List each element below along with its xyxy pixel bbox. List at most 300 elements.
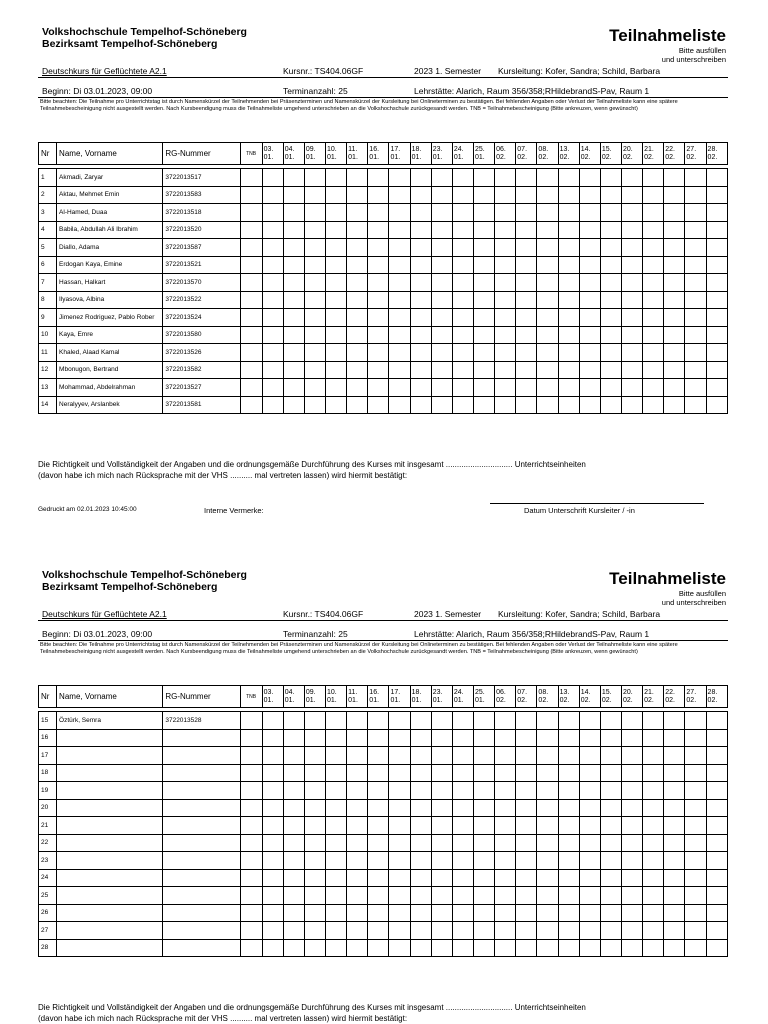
attendance-cell[interactable]: [685, 344, 706, 362]
attendance-cell[interactable]: [516, 256, 537, 274]
attendance-cell[interactable]: [368, 344, 389, 362]
attendance-cell[interactable]: [643, 169, 664, 187]
attendance-cell[interactable]: [664, 256, 685, 274]
attendance-cell[interactable]: [685, 904, 706, 922]
attendance-cell[interactable]: [326, 904, 347, 922]
attendance-cell[interactable]: [537, 834, 558, 852]
attendance-cell[interactable]: [621, 361, 642, 379]
attendance-cell[interactable]: [262, 204, 283, 222]
attendance-cell[interactable]: [685, 186, 706, 204]
attendance-cell[interactable]: [537, 939, 558, 957]
attendance-cell[interactable]: [431, 729, 452, 747]
attendance-cell[interactable]: [452, 729, 473, 747]
attendance-cell[interactable]: [516, 887, 537, 905]
attendance-cell[interactable]: [495, 326, 516, 344]
attendance-cell[interactable]: [558, 326, 579, 344]
attendance-cell[interactable]: [495, 782, 516, 800]
tnb-checkbox-cell[interactable]: [240, 712, 262, 730]
attendance-cell[interactable]: [368, 291, 389, 309]
attendance-cell[interactable]: [474, 712, 495, 730]
attendance-cell[interactable]: [262, 747, 283, 765]
attendance-cell[interactable]: [347, 361, 368, 379]
attendance-cell[interactable]: [495, 169, 516, 187]
attendance-cell[interactable]: [283, 379, 304, 397]
attendance-cell[interactable]: [410, 239, 431, 257]
attendance-cell[interactable]: [389, 361, 410, 379]
attendance-cell[interactable]: [410, 186, 431, 204]
attendance-cell[interactable]: [262, 379, 283, 397]
attendance-cell[interactable]: [283, 309, 304, 327]
attendance-cell[interactable]: [431, 852, 452, 870]
attendance-cell[interactable]: [347, 712, 368, 730]
attendance-cell[interactable]: [452, 764, 473, 782]
attendance-cell[interactable]: [326, 309, 347, 327]
attendance-cell[interactable]: [474, 782, 495, 800]
attendance-cell[interactable]: [579, 799, 600, 817]
attendance-cell[interactable]: [558, 852, 579, 870]
attendance-cell[interactable]: [558, 834, 579, 852]
attendance-cell[interactable]: [685, 887, 706, 905]
attendance-cell[interactable]: [431, 712, 452, 730]
attendance-cell[interactable]: [537, 712, 558, 730]
attendance-cell[interactable]: [326, 379, 347, 397]
attendance-cell[interactable]: [283, 817, 304, 835]
attendance-cell[interactable]: [452, 712, 473, 730]
attendance-cell[interactable]: [326, 396, 347, 414]
attendance-cell[interactable]: [558, 186, 579, 204]
attendance-cell[interactable]: [283, 291, 304, 309]
attendance-cell[interactable]: [304, 834, 325, 852]
attendance-cell[interactable]: [664, 326, 685, 344]
tnb-checkbox-cell[interactable]: [240, 782, 262, 800]
attendance-cell[interactable]: [516, 799, 537, 817]
attendance-cell[interactable]: [643, 186, 664, 204]
attendance-cell[interactable]: [579, 239, 600, 257]
attendance-cell[interactable]: [516, 729, 537, 747]
attendance-cell[interactable]: [389, 817, 410, 835]
attendance-cell[interactable]: [326, 256, 347, 274]
attendance-cell[interactable]: [495, 764, 516, 782]
attendance-cell[interactable]: [706, 904, 727, 922]
attendance-cell[interactable]: [516, 922, 537, 940]
attendance-cell[interactable]: [621, 869, 642, 887]
attendance-cell[interactable]: [304, 764, 325, 782]
attendance-cell[interactable]: [706, 326, 727, 344]
attendance-cell[interactable]: [516, 852, 537, 870]
attendance-cell[interactable]: [643, 834, 664, 852]
attendance-cell[interactable]: [474, 326, 495, 344]
tnb-checkbox-cell[interactable]: [240, 221, 262, 239]
attendance-cell[interactable]: [474, 939, 495, 957]
attendance-cell[interactable]: [706, 799, 727, 817]
attendance-cell[interactable]: [283, 326, 304, 344]
attendance-cell[interactable]: [706, 274, 727, 292]
attendance-cell[interactable]: [643, 326, 664, 344]
attendance-cell[interactable]: [706, 712, 727, 730]
attendance-cell[interactable]: [643, 939, 664, 957]
attendance-cell[interactable]: [389, 256, 410, 274]
attendance-cell[interactable]: [304, 852, 325, 870]
attendance-cell[interactable]: [516, 764, 537, 782]
attendance-cell[interactable]: [495, 256, 516, 274]
attendance-cell[interactable]: [347, 326, 368, 344]
attendance-cell[interactable]: [621, 922, 642, 940]
attendance-cell[interactable]: [431, 274, 452, 292]
attendance-cell[interactable]: [579, 712, 600, 730]
attendance-cell[interactable]: [516, 309, 537, 327]
attendance-cell[interactable]: [410, 852, 431, 870]
attendance-cell[interactable]: [516, 817, 537, 835]
attendance-cell[interactable]: [621, 764, 642, 782]
attendance-cell[interactable]: [452, 256, 473, 274]
attendance-cell[interactable]: [643, 904, 664, 922]
attendance-cell[interactable]: [664, 729, 685, 747]
attendance-cell[interactable]: [474, 396, 495, 414]
attendance-cell[interactable]: [685, 712, 706, 730]
attendance-cell[interactable]: [558, 782, 579, 800]
attendance-cell[interactable]: [600, 922, 621, 940]
attendance-cell[interactable]: [410, 274, 431, 292]
attendance-cell[interactable]: [600, 729, 621, 747]
attendance-cell[interactable]: [643, 361, 664, 379]
attendance-cell[interactable]: [452, 291, 473, 309]
attendance-cell[interactable]: [304, 221, 325, 239]
attendance-cell[interactable]: [664, 309, 685, 327]
attendance-cell[interactable]: [474, 204, 495, 222]
attendance-cell[interactable]: [389, 186, 410, 204]
attendance-cell[interactable]: [452, 922, 473, 940]
attendance-cell[interactable]: [368, 817, 389, 835]
attendance-cell[interactable]: [326, 204, 347, 222]
attendance-cell[interactable]: [495, 239, 516, 257]
attendance-cell[interactable]: [368, 922, 389, 940]
attendance-cell[interactable]: [431, 747, 452, 765]
attendance-cell[interactable]: [389, 204, 410, 222]
attendance-cell[interactable]: [474, 904, 495, 922]
attendance-cell[interactable]: [389, 747, 410, 765]
attendance-cell[interactable]: [283, 904, 304, 922]
attendance-cell[interactable]: [600, 396, 621, 414]
attendance-cell[interactable]: [516, 186, 537, 204]
attendance-cell[interactable]: [431, 799, 452, 817]
attendance-cell[interactable]: [431, 817, 452, 835]
attendance-cell[interactable]: [558, 221, 579, 239]
tnb-checkbox-cell[interactable]: [240, 729, 262, 747]
attendance-cell[interactable]: [452, 204, 473, 222]
attendance-cell[interactable]: [389, 782, 410, 800]
attendance-cell[interactable]: [431, 291, 452, 309]
attendance-cell[interactable]: [537, 186, 558, 204]
attendance-cell[interactable]: [347, 747, 368, 765]
attendance-cell[interactable]: [474, 221, 495, 239]
attendance-cell[interactable]: [474, 799, 495, 817]
attendance-cell[interactable]: [304, 729, 325, 747]
attendance-cell[interactable]: [537, 169, 558, 187]
attendance-cell[interactable]: [579, 764, 600, 782]
attendance-cell[interactable]: [431, 221, 452, 239]
attendance-cell[interactable]: [262, 852, 283, 870]
attendance-cell[interactable]: [474, 361, 495, 379]
attendance-cell[interactable]: [431, 939, 452, 957]
attendance-cell[interactable]: [283, 712, 304, 730]
attendance-cell[interactable]: [685, 326, 706, 344]
tnb-checkbox-cell[interactable]: [240, 817, 262, 835]
attendance-cell[interactable]: [452, 852, 473, 870]
attendance-cell[interactable]: [347, 309, 368, 327]
attendance-cell[interactable]: [558, 396, 579, 414]
tnb-checkbox-cell[interactable]: [240, 239, 262, 257]
tnb-checkbox-cell[interactable]: [240, 939, 262, 957]
attendance-cell[interactable]: [431, 869, 452, 887]
attendance-cell[interactable]: [474, 852, 495, 870]
attendance-cell[interactable]: [304, 186, 325, 204]
attendance-cell[interactable]: [685, 799, 706, 817]
attendance-cell[interactable]: [474, 729, 495, 747]
attendance-cell[interactable]: [452, 274, 473, 292]
attendance-cell[interactable]: [579, 904, 600, 922]
attendance-cell[interactable]: [558, 344, 579, 362]
attendance-cell[interactable]: [621, 309, 642, 327]
attendance-cell[interactable]: [685, 256, 706, 274]
attendance-cell[interactable]: [537, 344, 558, 362]
attendance-cell[interactable]: [516, 782, 537, 800]
attendance-cell[interactable]: [326, 344, 347, 362]
attendance-cell[interactable]: [664, 379, 685, 397]
attendance-cell[interactable]: [347, 852, 368, 870]
attendance-cell[interactable]: [706, 869, 727, 887]
attendance-cell[interactable]: [431, 782, 452, 800]
attendance-cell[interactable]: [579, 396, 600, 414]
attendance-cell[interactable]: [664, 939, 685, 957]
attendance-cell[interactable]: [304, 904, 325, 922]
attendance-cell[interactable]: [368, 834, 389, 852]
attendance-cell[interactable]: [558, 256, 579, 274]
attendance-cell[interactable]: [621, 326, 642, 344]
attendance-cell[interactable]: [326, 239, 347, 257]
attendance-cell[interactable]: [262, 834, 283, 852]
attendance-cell[interactable]: [664, 361, 685, 379]
attendance-cell[interactable]: [685, 834, 706, 852]
attendance-cell[interactable]: [431, 344, 452, 362]
attendance-cell[interactable]: [304, 782, 325, 800]
attendance-cell[interactable]: [474, 379, 495, 397]
tnb-checkbox-cell[interactable]: [240, 186, 262, 204]
attendance-cell[interactable]: [262, 274, 283, 292]
attendance-cell[interactable]: [558, 712, 579, 730]
attendance-cell[interactable]: [262, 239, 283, 257]
attendance-cell[interactable]: [410, 712, 431, 730]
attendance-cell[interactable]: [685, 747, 706, 765]
attendance-cell[interactable]: [431, 834, 452, 852]
attendance-cell[interactable]: [431, 887, 452, 905]
attendance-cell[interactable]: [474, 344, 495, 362]
attendance-cell[interactable]: [621, 939, 642, 957]
attendance-cell[interactable]: [431, 239, 452, 257]
attendance-cell[interactable]: [706, 239, 727, 257]
attendance-cell[interactable]: [389, 712, 410, 730]
attendance-cell[interactable]: [368, 379, 389, 397]
attendance-cell[interactable]: [621, 887, 642, 905]
attendance-cell[interactable]: [304, 379, 325, 397]
attendance-cell[interactable]: [600, 256, 621, 274]
attendance-cell[interactable]: [452, 782, 473, 800]
attendance-cell[interactable]: [347, 186, 368, 204]
attendance-cell[interactable]: [347, 204, 368, 222]
attendance-cell[interactable]: [685, 309, 706, 327]
attendance-cell[interactable]: [368, 712, 389, 730]
attendance-cell[interactable]: [516, 204, 537, 222]
attendance-cell[interactable]: [389, 922, 410, 940]
attendance-cell[interactable]: [262, 887, 283, 905]
attendance-cell[interactable]: [495, 834, 516, 852]
attendance-cell[interactable]: [558, 869, 579, 887]
attendance-cell[interactable]: [410, 379, 431, 397]
attendance-cell[interactable]: [474, 817, 495, 835]
attendance-cell[interactable]: [452, 834, 473, 852]
attendance-cell[interactable]: [495, 817, 516, 835]
attendance-cell[interactable]: [262, 326, 283, 344]
attendance-cell[interactable]: [283, 852, 304, 870]
tnb-checkbox-cell[interactable]: [240, 274, 262, 292]
attendance-cell[interactable]: [685, 379, 706, 397]
attendance-cell[interactable]: [537, 782, 558, 800]
attendance-cell[interactable]: [537, 239, 558, 257]
attendance-cell[interactable]: [664, 817, 685, 835]
attendance-cell[interactable]: [643, 204, 664, 222]
attendance-cell[interactable]: [410, 922, 431, 940]
attendance-cell[interactable]: [283, 747, 304, 765]
attendance-cell[interactable]: [600, 782, 621, 800]
attendance-cell[interactable]: [347, 274, 368, 292]
tnb-checkbox-cell[interactable]: [240, 887, 262, 905]
attendance-cell[interactable]: [706, 396, 727, 414]
attendance-cell[interactable]: [706, 852, 727, 870]
attendance-cell[interactable]: [621, 204, 642, 222]
attendance-cell[interactable]: [537, 764, 558, 782]
attendance-cell[interactable]: [516, 939, 537, 957]
attendance-cell[interactable]: [600, 309, 621, 327]
attendance-cell[interactable]: [474, 747, 495, 765]
attendance-cell[interactable]: [664, 782, 685, 800]
attendance-cell[interactable]: [452, 221, 473, 239]
attendance-cell[interactable]: [537, 361, 558, 379]
attendance-cell[interactable]: [685, 274, 706, 292]
attendance-cell[interactable]: [495, 204, 516, 222]
attendance-cell[interactable]: [600, 799, 621, 817]
attendance-cell[interactable]: [283, 204, 304, 222]
attendance-cell[interactable]: [326, 887, 347, 905]
attendance-cell[interactable]: [431, 764, 452, 782]
attendance-cell[interactable]: [600, 712, 621, 730]
tnb-checkbox-cell[interactable]: [240, 169, 262, 187]
attendance-cell[interactable]: [579, 922, 600, 940]
attendance-cell[interactable]: [304, 169, 325, 187]
attendance-cell[interactable]: [664, 239, 685, 257]
attendance-cell[interactable]: [664, 712, 685, 730]
attendance-cell[interactable]: [558, 379, 579, 397]
attendance-cell[interactable]: [326, 764, 347, 782]
attendance-cell[interactable]: [262, 782, 283, 800]
attendance-cell[interactable]: [621, 747, 642, 765]
attendance-cell[interactable]: [495, 344, 516, 362]
attendance-cell[interactable]: [643, 887, 664, 905]
attendance-cell[interactable]: [579, 834, 600, 852]
attendance-cell[interactable]: [516, 326, 537, 344]
attendance-cell[interactable]: [474, 764, 495, 782]
attendance-cell[interactable]: [389, 344, 410, 362]
attendance-cell[interactable]: [389, 764, 410, 782]
attendance-cell[interactable]: [579, 852, 600, 870]
attendance-cell[interactable]: [283, 344, 304, 362]
attendance-cell[interactable]: [304, 869, 325, 887]
attendance-cell[interactable]: [262, 712, 283, 730]
attendance-cell[interactable]: [326, 939, 347, 957]
attendance-cell[interactable]: [558, 729, 579, 747]
attendance-cell[interactable]: [283, 239, 304, 257]
attendance-cell[interactable]: [706, 834, 727, 852]
attendance-cell[interactable]: [685, 782, 706, 800]
attendance-cell[interactable]: [706, 379, 727, 397]
attendance-cell[interactable]: [579, 169, 600, 187]
attendance-cell[interactable]: [706, 309, 727, 327]
attendance-cell[interactable]: [283, 169, 304, 187]
tnb-checkbox-cell[interactable]: [240, 309, 262, 327]
attendance-cell[interactable]: [664, 922, 685, 940]
attendance-cell[interactable]: [326, 852, 347, 870]
attendance-cell[interactable]: [706, 221, 727, 239]
attendance-cell[interactable]: [283, 256, 304, 274]
attendance-cell[interactable]: [706, 747, 727, 765]
attendance-cell[interactable]: [410, 782, 431, 800]
attendance-cell[interactable]: [347, 396, 368, 414]
attendance-cell[interactable]: [410, 326, 431, 344]
attendance-cell[interactable]: [579, 939, 600, 957]
attendance-cell[interactable]: [516, 904, 537, 922]
attendance-cell[interactable]: [495, 712, 516, 730]
attendance-cell[interactable]: [495, 729, 516, 747]
attendance-cell[interactable]: [600, 939, 621, 957]
attendance-cell[interactable]: [410, 291, 431, 309]
attendance-cell[interactable]: [600, 852, 621, 870]
attendance-cell[interactable]: [347, 817, 368, 835]
attendance-cell[interactable]: [664, 799, 685, 817]
tnb-checkbox-cell[interactable]: [240, 747, 262, 765]
attendance-cell[interactable]: [368, 221, 389, 239]
attendance-cell[interactable]: [685, 361, 706, 379]
attendance-cell[interactable]: [558, 887, 579, 905]
attendance-cell[interactable]: [304, 274, 325, 292]
attendance-cell[interactable]: [368, 939, 389, 957]
attendance-cell[interactable]: [600, 169, 621, 187]
attendance-cell[interactable]: [643, 712, 664, 730]
attendance-cell[interactable]: [474, 169, 495, 187]
attendance-cell[interactable]: [410, 344, 431, 362]
attendance-cell[interactable]: [452, 799, 473, 817]
attendance-cell[interactable]: [621, 782, 642, 800]
attendance-cell[interactable]: [664, 869, 685, 887]
attendance-cell[interactable]: [706, 922, 727, 940]
attendance-cell[interactable]: [326, 712, 347, 730]
attendance-cell[interactable]: [431, 309, 452, 327]
attendance-cell[interactable]: [368, 782, 389, 800]
attendance-cell[interactable]: [431, 256, 452, 274]
attendance-cell[interactable]: [368, 256, 389, 274]
attendance-cell[interactable]: [262, 344, 283, 362]
attendance-cell[interactable]: [579, 817, 600, 835]
attendance-cell[interactable]: [537, 799, 558, 817]
attendance-cell[interactable]: [537, 326, 558, 344]
attendance-cell[interactable]: [516, 361, 537, 379]
